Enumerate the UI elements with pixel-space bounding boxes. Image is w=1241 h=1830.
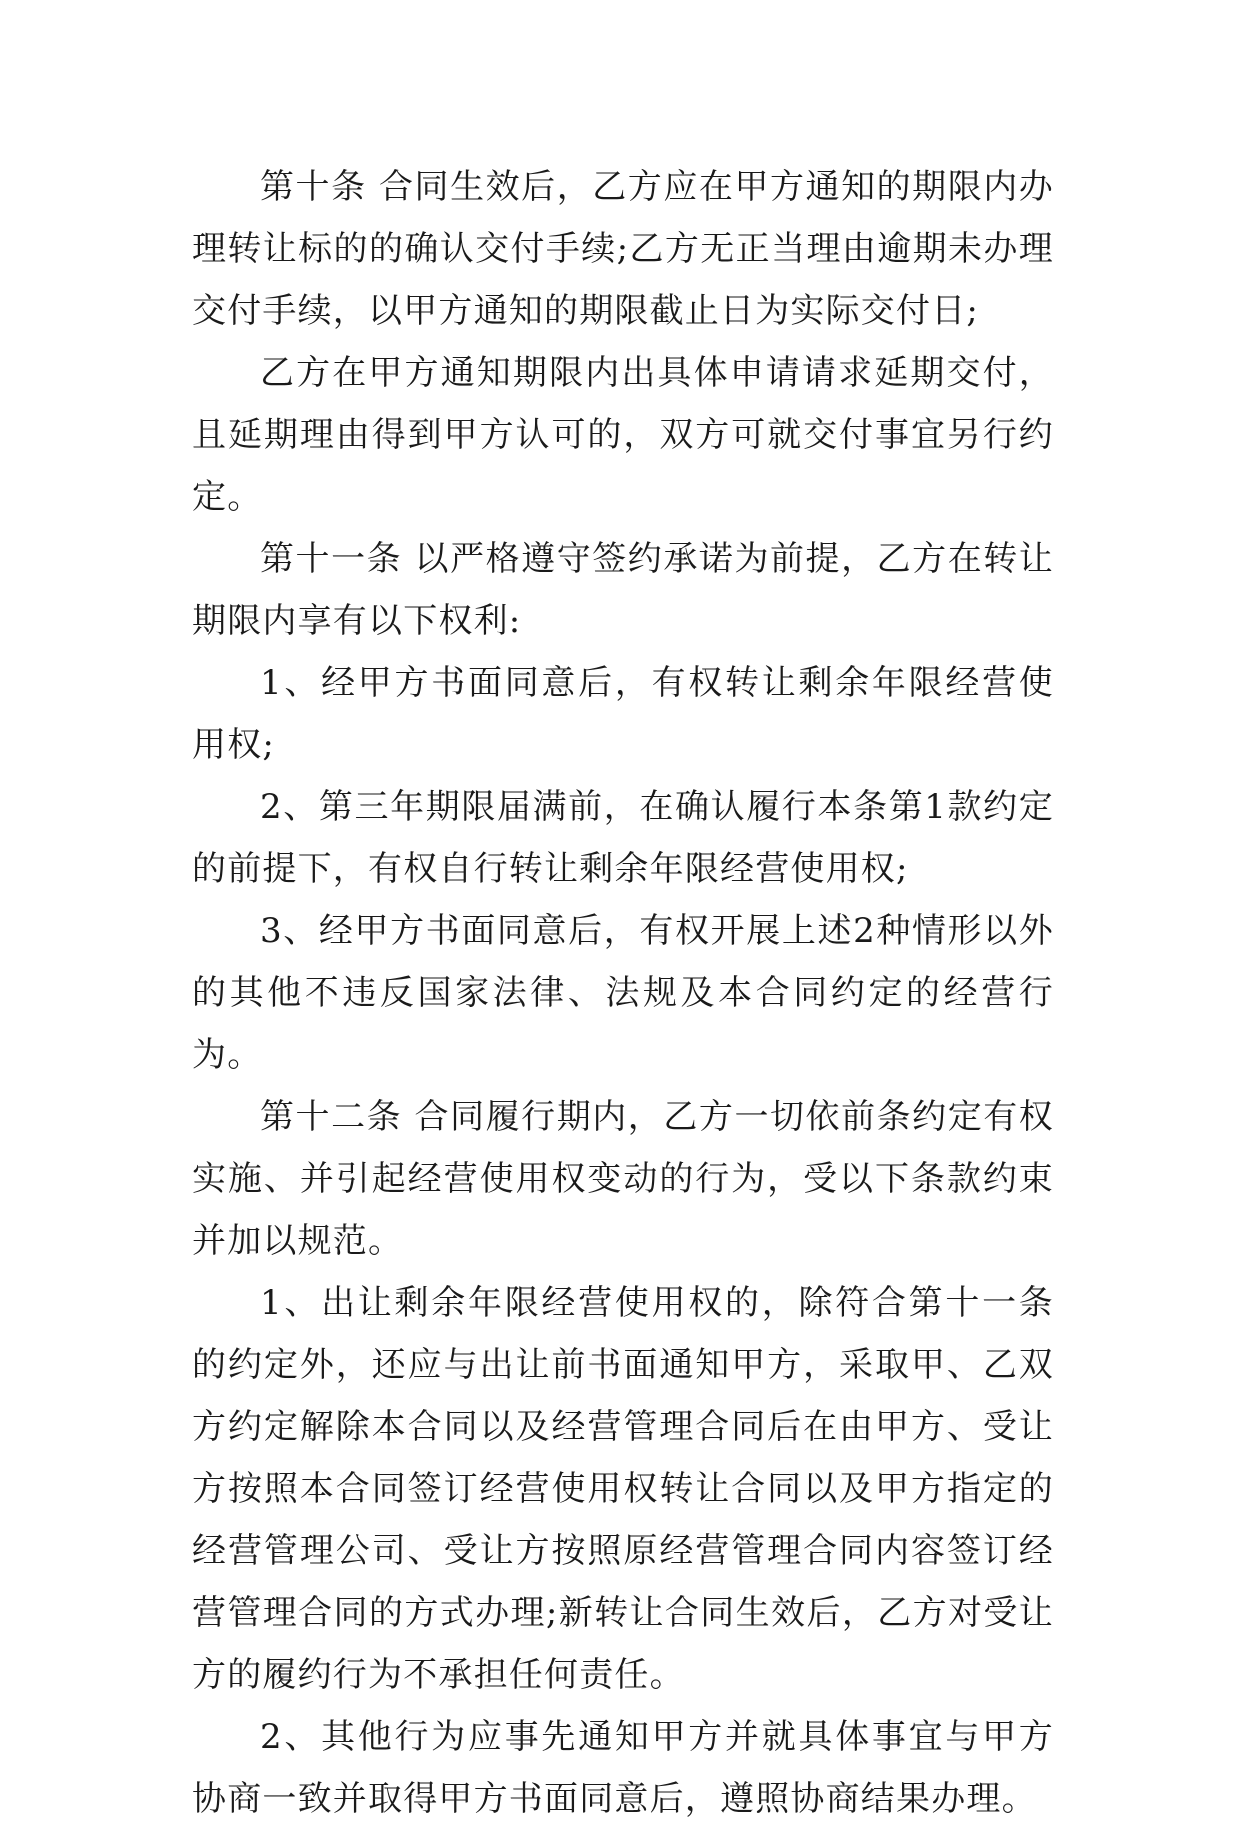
article-10-extension-paragraph: 乙方在甲方通知期限内出具体申请请求延期交付，且延期理由得到甲方认可的，双方可就交付事宜另行约定。 bbox=[192, 353, 1054, 517]
document-body bbox=[192, 156, 1054, 1830]
article-11-item-3: 3、经甲方书面同意后，有权开展上述2种情形以外的其他不违反国家法律、法规及本合同约定的经营行为。 bbox=[192, 911, 1054, 1075]
article-12-item-2: 2、其他行为应事先通知甲方并就具体事宜与甲方协商一致并取得甲方书面同意后，遵照协商结果办理。 bbox=[192, 1717, 1054, 1819]
article-11-item-2: 2、第三年期限届满前，在确认履行本条第1款约定的前提下，有权自行转让剩余年限经营使用权; bbox=[192, 787, 1054, 889]
article-11-item-1: 1、经甲方书面同意后，有权转让剩余年限经营使用权; bbox=[192, 663, 1054, 765]
article-12-paragraph: 第十二条 合同履行期内，乙方一切依前条约定有权实施、并引起经营使用权变动的行为，受以下条款约束并加以规范。 bbox=[192, 1097, 1054, 1261]
article-10-paragraph: 第十条 合同生效后，乙方应在甲方通知的期限内办理转让标的的确认交付手续;乙方无正当理由逾期未办理交付手续，以甲方通知的期限截止日为实际交付日; bbox=[192, 167, 1054, 331]
article-11-paragraph: 第十一条 以严格遵守签约承诺为前提，乙方在转让期限内享有以下权利: bbox=[192, 539, 1054, 641]
article-12-item-1: 1、出让剩余年限经营使用权的，除符合第十一条的约定外，还应与出让前书面通知甲方，采取甲、乙双方约定解除本合同以及经营管理合同后在由甲方、受让方按照本合同签订经营使用权转让合同以及甲方指定的经营管理公司、受让方按照原经营管理合同内容签订经营管理合同的方式办理;新转让合同生效后，乙方对受让方的履约行为不承担任何责任。 bbox=[192, 1283, 1054, 1695]
